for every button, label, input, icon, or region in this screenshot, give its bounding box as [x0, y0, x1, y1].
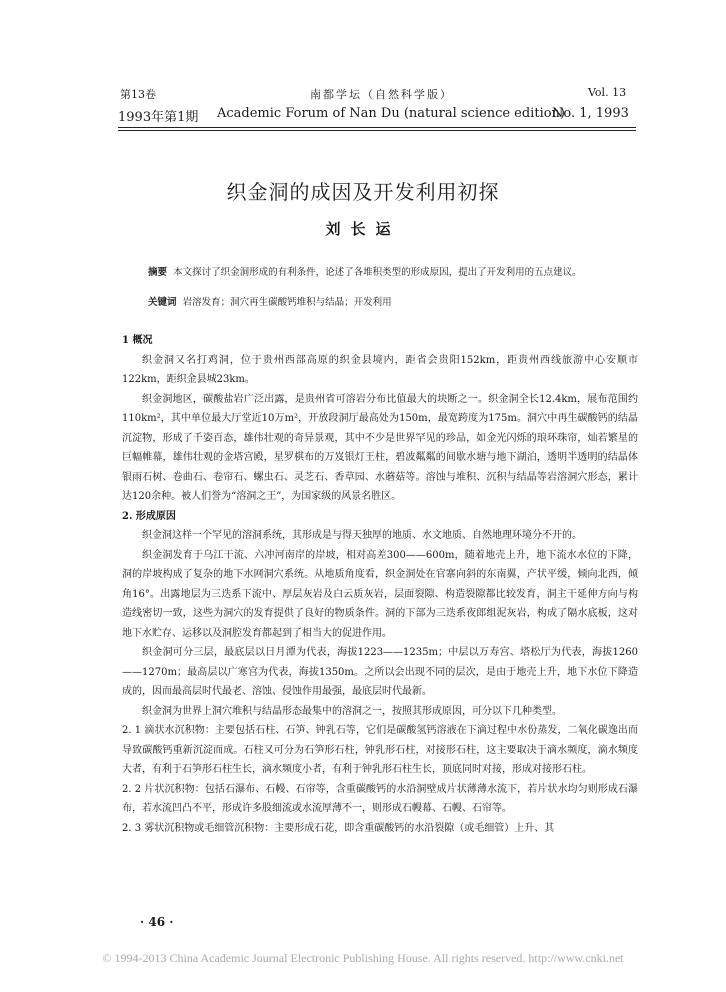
keywords-text: 岩溶发育；洞穴再生碳酸钙堆积与结晶；开发利用	[182, 297, 392, 308]
keywords-label: 关键词	[148, 297, 177, 308]
header-volume-cn: 第13卷	[120, 88, 156, 101]
header-year-issue-cn: 1993年第1期	[118, 110, 199, 125]
copyright-footer: © 1994-2013 China Academic Journal Electronic Publishing House. All rights reserved. http://www.cnki.net	[102, 951, 624, 965]
article-author: 刘长运	[325, 220, 401, 238]
header-rule-top	[118, 127, 636, 128]
article-title: 织金洞的成因及开发利用初探	[226, 180, 500, 204]
subsection-2-2: 2. 2 片状沉积物：包括石瀑布、石幔、石帘等，含重碳酸钙的水沿洞壁成片状薄薄水流下，若片状水均匀则形成石瀑布，若水流凹凸不平，形成许多股细流或水流厚薄不一，则形成石幔幕、石幔、石帘等。	[122, 783, 638, 814]
header-journal-cn: 南都学坛（自然科学版）	[310, 88, 453, 101]
header-volume-en: Vol. 13	[588, 86, 627, 99]
keywords	[148, 294, 628, 308]
paragraph: 织金洞为世界上洞穴堆积与结晶形态最集中的溶洞之一，按照其形成原因，可分以下几种类型。	[142, 705, 562, 717]
paragraph: 织金洞可分三层，最底层以日月潭为代表，海拔1223——1235m；中层以万寿宫、塔松厅为代表，海拔1260——1270m；最高层以广寒宫为代表，海拔1350m。之所以会出现不同的层次，是由于地壳上升，地下水位下降造成的，因而最高层时代最老、溶蚀、侵蚀作用最强，最底层时代最新。	[122, 647, 638, 697]
paragraph: 织金洞这样一个罕见的溶洞系统，其形成是与得天独厚的地质、水文地质、自然地理环境分不开的。	[142, 530, 582, 541]
paragraph: 织金洞发育于乌江干流、六冲河南岸的岸坡，相对高差300——600m，随着地壳上升，地下流水水位的下降，洞的岸坡构成了复杂的地下水网洞穴系统。从地质角度看，织金洞处在官寨向斜的东南翼，产状平缓，倾向北西，倾角16°。出露地层为三迭系下流中、厚层灰岩及白云质灰岩，层面裂隙、构造裂隙都比较发育，洞主干延伸方向与构造线密切一致，这些为洞穴的发育提供了良好的物质条件。洞的下部为三迭系夜郎组泥灰岩，构成了隔水底板，这对地下水贮存、运移以及洞腔发育都起到了相当大的促进作用。	[122, 549, 638, 639]
abstract-label: 摘要	[148, 267, 168, 278]
subsection-2-3: 2. 3 雾状沉积物或毛细管沉积物：主要形成石花，即含重碳酸钙的水沿裂隙（或毛细管）上升、其	[122, 822, 555, 834]
header-journal-en: Academic Forum of Nan Du (natural science edition)	[217, 106, 565, 121]
subsection-2-1: 2. 1 滴状水沉积物：主要包括石柱、石笋、钟乳石等，它们是碳酸氢钙溶液在下滴过程中水份蒸发，二氧化碳逸出而导致碳酸钙重新沉淀而成。石柱又可分为石笋形石柱，钟乳形石柱，对接形石柱，这主要取决于滴水频度，滴水频度大者，有利于石笋形石柱生长，滴水频度小者，有利于钟乳形石柱生长，顶底同时对接，形成对接形石柱。	[122, 725, 638, 775]
header-rule-bottom	[118, 130, 636, 131]
article-body	[122, 331, 638, 838]
section-heading-1: 1 概况	[122, 335, 153, 346]
abstract	[148, 263, 610, 282]
paragraph: 织金洞又名打鸡洞，位于贵州西部高原的织金县境内，距省会贵阳152km，距贵州西线旅游中心安顺市122km，距织金县城23km。	[122, 354, 638, 385]
abstract-text: 本文探讨了织金洞形成的有利条件，论述了各堆积类型的形成原因，提出了开发利用的五点建议。	[173, 267, 582, 278]
section-heading-2: 2. 形成原因	[122, 510, 176, 522]
paragraph: 织金洞地区，碳酸盐岩广泛出露，是贵州省可溶岩分布比值最大的块断之一。织金洞全长12.4km，展布范围约110km²，其中单位最大厅堂近10万m²，开放段洞厅最高处为150m，最宽跨度为175m。洞穴中再生碳酸钙的结晶沉淀物，形成了千姿百态，雄伟壮观的奇异景观，其中不少是世界罕见的珍品，如金光闪烁的琅环珠帘，灿若繁星的巨幅帷幕，雄伟壮观的金塔宫殿，星罗棋布的万岌银灯王柱，碧波粼粼的间歇水塘与地下湖泊，透明半透明的结晶体银雨石树、卷曲石、卷帘石、螺虫石、灵芝石、香草园、水蘑菇等。溶蚀与堆积、沉积与结晶等岩溶洞穴形态，累计达120余种。被人们誉为“溶洞之王”，为国家级的风景名胜区。	[122, 393, 638, 502]
header-issue-en: No. 1, 1993	[552, 106, 629, 121]
page-number: · 46 ·	[140, 915, 174, 929]
